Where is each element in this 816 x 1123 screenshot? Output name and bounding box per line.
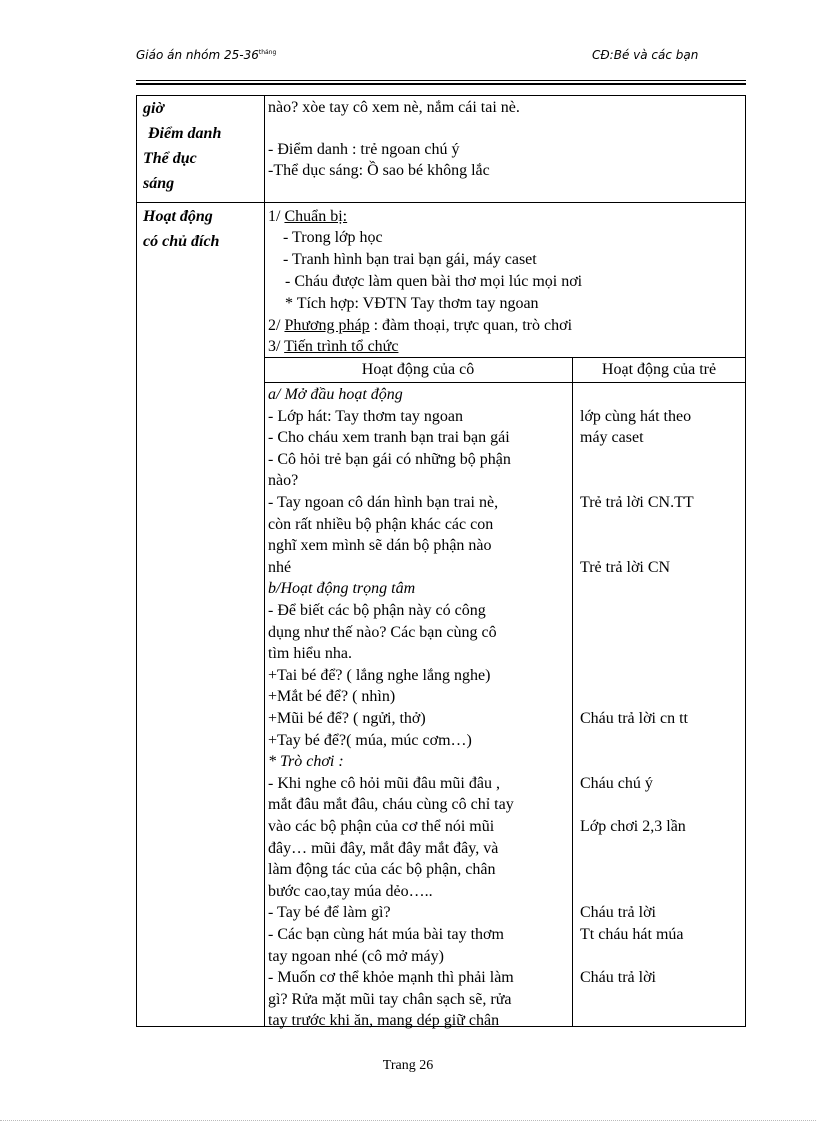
teacher-line: +Mắt bé để? ( nhìn) [268, 688, 396, 706]
prep-item: - Trong lớp học [283, 229, 383, 246]
child-activity-line: lớp cùng hát theo [580, 407, 692, 425]
prep-item: - Tranh hình bạn trai bạn gái, máy caset [283, 251, 537, 268]
teacher-line: mắt đâu mắt đâu, cháu cùng cô chỉ tay [268, 796, 514, 814]
teacher-line: tay ngoan nhé (cô mở máy) [268, 947, 444, 965]
teacher-line: - Tay bé để làm gì? [268, 904, 391, 922]
teacher-line: a/ Mở đầu hoạt động [268, 386, 403, 403]
row1-content-line: nào? xòe tay cô xem nè, nắm cái tai nè. [268, 99, 520, 116]
prep-item: - Cháu được làm quen bài thơ mọi lúc mọi nơi [285, 273, 583, 290]
teacher-line: - Khi nghe cô hỏi mũi đâu mũi đâu , [268, 774, 500, 792]
teacher-line: - Cô hỏi trẻ bạn gái có những bộ phận [268, 450, 511, 468]
prep-heading: 1/ Chuẩn bị: [268, 208, 348, 225]
inner-table-top [264, 357, 746, 358]
teacher-line: làm động tác của các bộ phận, chân [268, 861, 496, 879]
child-column-header: Hoạt động của trẻ [601, 361, 717, 378]
page-number: Trang 26 [382, 1058, 434, 1073]
teacher-line: gì? Rửa mặt mũi tay chân sạch sẽ, rửa [268, 990, 512, 1008]
child-activity-line: Trẻ trả lời CN.TT [580, 494, 694, 511]
teacher-line: - Cho cháu xem tranh bạn trai bạn gái [268, 429, 510, 447]
teacher-line: đây… mũi đây, mắt đây mắt đây, và [268, 839, 499, 857]
header-left: Giáo án nhóm $25-36^{tháng}$ [136, 48, 277, 62]
row2-label-line: Hoạt động [143, 208, 213, 225]
teacher-line: * Trò chơi : [268, 753, 344, 771]
method-line: 2/ Phương pháp : đàm thoại, trực quan, trò chơi [268, 317, 573, 334]
teacher-line: vào các bộ phận của cơ thể nói mũi [268, 818, 495, 835]
teacher-line: tay trước khi ăn, mang dép giữ chân [268, 1012, 500, 1030]
row-divider [136, 202, 746, 203]
teacher-line: - Lớp hát: Tay thơm tay ngoan [268, 407, 464, 425]
teacher-line: b/Hoạt động trọng tâm [268, 580, 416, 598]
inner-column-divider [572, 357, 573, 1027]
teacher-line: nghĩ xem mình sẽ dán bộ phận nào [268, 537, 492, 555]
teacher-line: nhé [268, 558, 292, 576]
row1-label-line: Thể dục [143, 150, 197, 167]
teacher-column-header: Hoạt động của cô [361, 361, 475, 378]
header-rule-thick [136, 83, 746, 85]
header-rule [136, 80, 746, 81]
row1-content-line: - Điểm danh : trẻ ngoan chú ý [268, 141, 460, 158]
page-edge [0, 1120, 816, 1121]
child-activity-line: Cháu trả lời [580, 904, 656, 922]
inner-table-header-divider [264, 382, 746, 383]
teacher-line: còn rất nhiều bộ phận khác các con [268, 515, 494, 533]
teacher-line: nào? [268, 472, 299, 490]
child-activity-line: Cháu trả lời cn tt [580, 710, 688, 727]
child-activity-line: Lớp chơi 2,3 lần [580, 818, 686, 835]
teacher-line: - Muốn cơ thể khỏe mạnh thì phải làm [268, 969, 514, 987]
child-activity-line: Cháu chú ý [580, 774, 653, 792]
header-right: CĐ:Bé và các bạn [592, 48, 699, 62]
child-activity-line: máy caset [580, 429, 644, 447]
row2-label-line: có chủ đích [143, 233, 220, 250]
row1-label-line: sáng [143, 175, 175, 192]
label-column-divider [264, 95, 265, 1027]
teacher-line: +Mũi bé để? ( ngửi, thở) [268, 710, 426, 727]
child-activity-line: Trẻ trả lời CN [580, 558, 671, 576]
child-activity-line: Cháu trả lời [580, 969, 656, 987]
child-activity-line: Tt cháu hát múa [580, 926, 684, 943]
process-heading: 3/ Tiến trình tổ chức [268, 338, 399, 355]
teacher-line: +Tay bé để?( múa, múc cơm…) [268, 731, 472, 749]
row1-label-line: Điểm danh [148, 125, 222, 142]
teacher-line: dụng như thế nào? Các bạn cùng cô [268, 623, 497, 641]
row1-content-line: -Thể dục sáng: Ồ sao bé không lắc [268, 162, 490, 179]
teacher-line: - Tay ngoan cô dán hình bạn trai nè, [268, 494, 499, 511]
teacher-line: +Tai bé để? ( lắng nghe lắng nghe) [268, 666, 491, 684]
row1-label-line: giờ [143, 100, 165, 117]
teacher-line: bước cao,tay múa dẻo….. [268, 882, 433, 900]
teacher-line: - Các bạn cùng hát múa bài tay thơm [268, 926, 504, 943]
prep-item: * Tích hợp: VĐTN Tay thơm tay ngoan [285, 295, 539, 312]
teacher-line: - Để biết các bộ phận này có công [268, 602, 486, 619]
teacher-line: tìm hiểu nha. [268, 645, 352, 663]
